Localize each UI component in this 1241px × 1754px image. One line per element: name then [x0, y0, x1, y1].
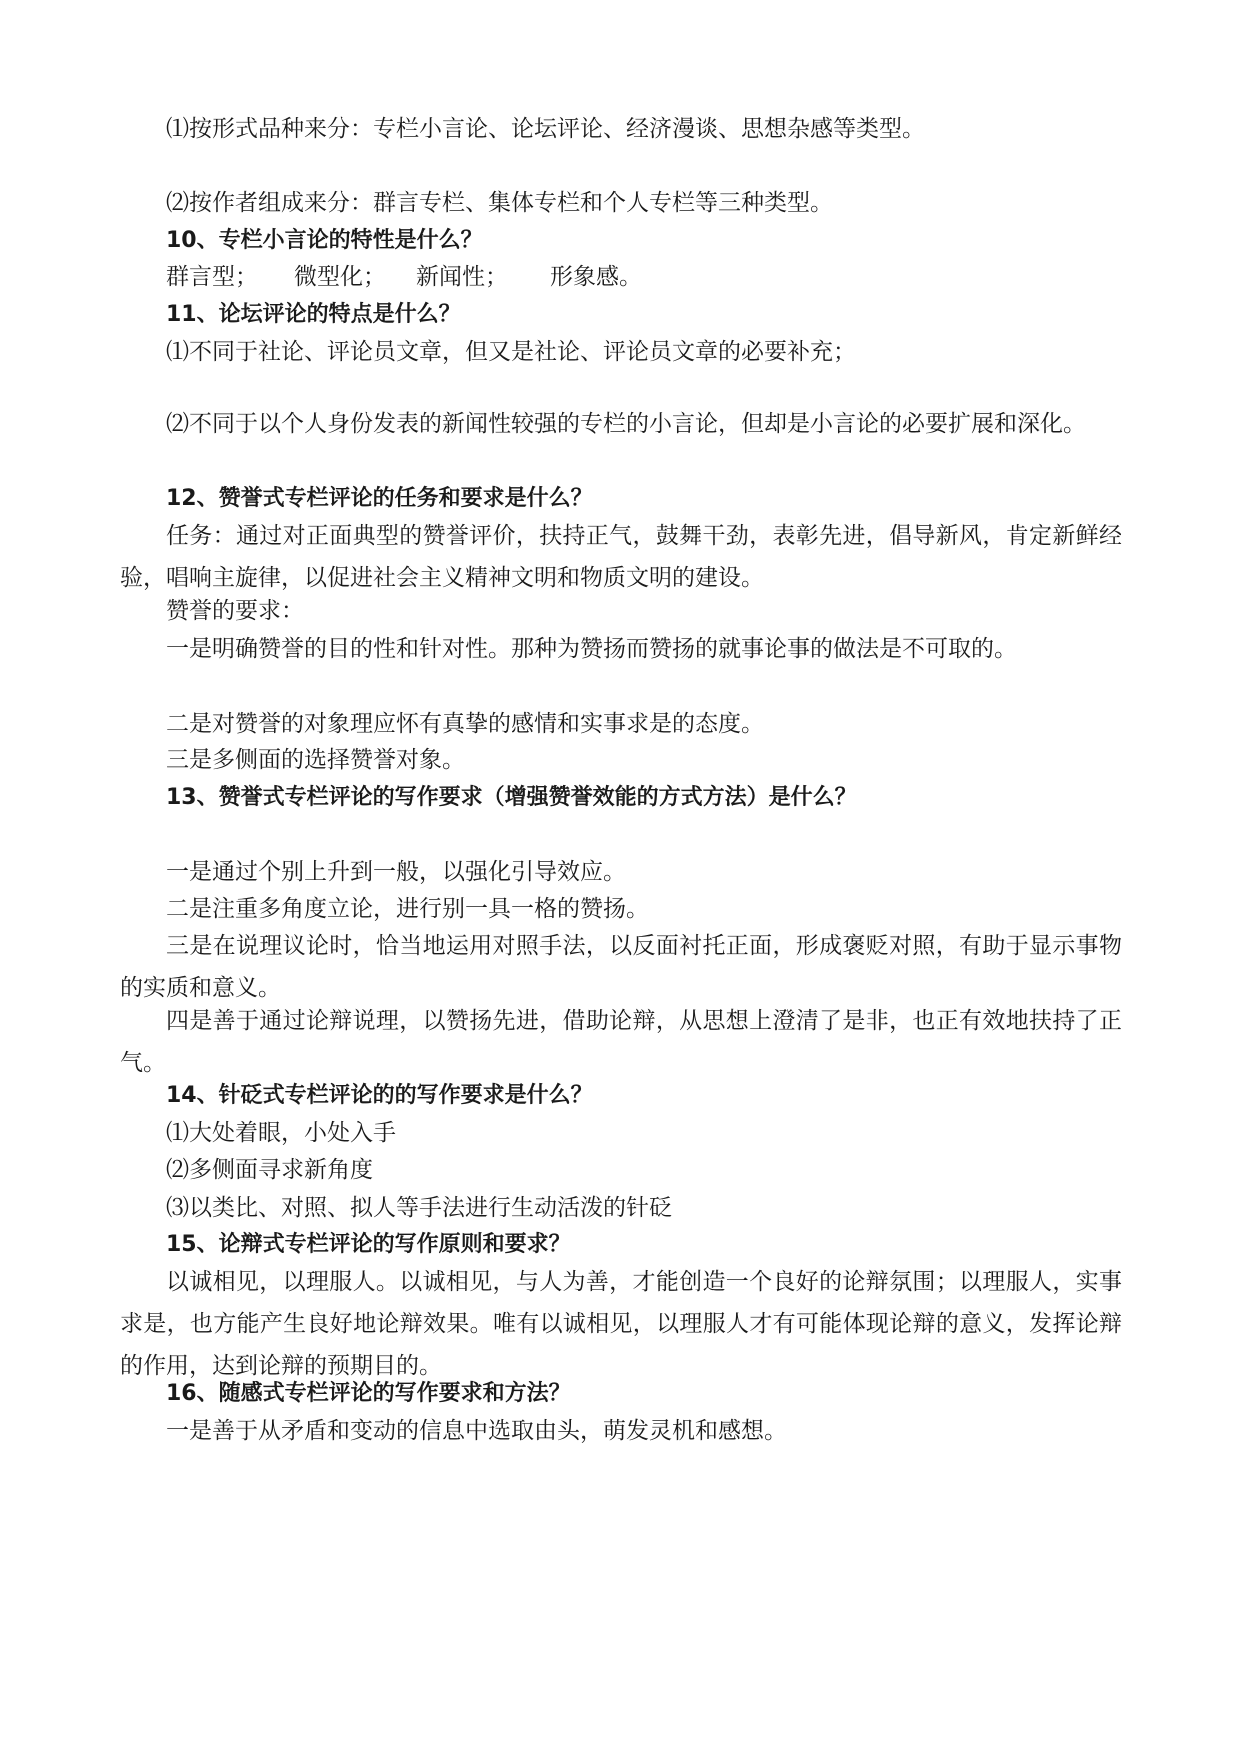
answer-14-point-1: ⑴大处着眼，小处入手	[166, 1120, 396, 1146]
trait-item: 形象感。	[550, 264, 642, 290]
answer-11-point-1: ⑴不同于社论、评论员文章，但又是社论、评论员文章的必要补充；	[166, 339, 856, 365]
question-15-heading: 15、论辩式专栏评论的写作原则和要求？	[166, 1232, 571, 1257]
trait-item: 微型化；	[294, 264, 386, 290]
answer-13-point-1: 一是通过个别上升到一般，以强化引导效应。	[166, 859, 626, 885]
answer-10-traits	[166, 262, 642, 292]
answer-13-point-2: 二是注重多角度立论，进行别一具一格的赞扬。	[166, 896, 649, 922]
answer-11-point-2: ⑵不同于以个人身份发表的新闻性较强的专栏的小言论，但却是小言论的必要扩展和深化。	[166, 411, 1086, 437]
question-12-heading: 12、赞誉式专栏评论的任务和要求是什么？	[166, 486, 593, 511]
answer-13-point-4: 四是善于通过论辩说理，以赞扬先进，借助论辩，从思想上澄清了是非，也正有效地扶持了正气。	[120, 1008, 1122, 1076]
question-13-heading: 13、赞誉式专栏评论的写作要求（增强赞誉效能的方式方法）是什么？	[166, 785, 857, 810]
question-14-heading: 14、针砭式专栏评论的的写作要求是什么？	[166, 1083, 593, 1108]
answer-12-requirements-label: 赞誉的要求：	[166, 598, 304, 624]
answer-12-requirement-1: 一是明确赞誉的目的性和针对性。那种为赞扬而赞扬的就事论事的做法是不可取的。	[166, 636, 1017, 662]
answer-16-point-1: 一是善于从矛盾和变动的信息中选取由头，萌发灵机和感想。	[166, 1418, 787, 1444]
question-10-heading: 10、专栏小言论的特性是什么？	[166, 228, 483, 253]
question-11-heading: 11、论坛评论的特点是什么？	[166, 302, 461, 327]
answer-15-text: 以诚相见，以理服人。以诚相见，与人为善，才能创造一个良好的论辩氛围；以理服人，实事求是，也方能产生良好地论辩效果。唯有以诚相见，以理服人才有可能体现论辩的意义，发挥论辩的作用，达到论辩的预期目的。	[120, 1269, 1122, 1379]
answer-14-point-3: ⑶以类比、对照、拟人等手法进行生动活泼的针砭	[166, 1195, 672, 1221]
trait-item: 新闻性；	[416, 264, 508, 290]
question-16-heading: 16、随感式专栏评论的写作要求和方法？	[166, 1381, 571, 1406]
answer-13-point-3: 三是在说理议论时，恰当地运用对照手法，以反面衬托正面，形成褒贬对照，有助于显示事物的实质和意义。	[120, 933, 1122, 1001]
classification-by-author: ⑵按作者组成来分：群言专栏、集体专栏和个人专栏等三种类型。	[166, 190, 833, 216]
classification-by-form: ⑴按形式品种来分：专栏小言论、论坛评论、经济漫谈、思想杂感等类型。	[166, 116, 925, 142]
answer-12-task: 任务：通过对正面典型的赞誉评价，扶持正气，鼓舞干劲，表彰先进，倡导新风，肯定新鲜经验，唱响主旋律，以促进社会主义精神文明和物质文明的建设。	[120, 523, 1122, 591]
answer-12-requirement-2: 二是对赞誉的对象理应怀有真挚的感情和实事求是的态度。	[166, 711, 764, 737]
answer-14-point-2: ⑵多侧面寻求新角度	[166, 1157, 373, 1183]
answer-12-requirement-3: 三是多侧面的选择赞誉对象。	[166, 747, 465, 773]
trait-item: 群言型；	[166, 264, 258, 290]
